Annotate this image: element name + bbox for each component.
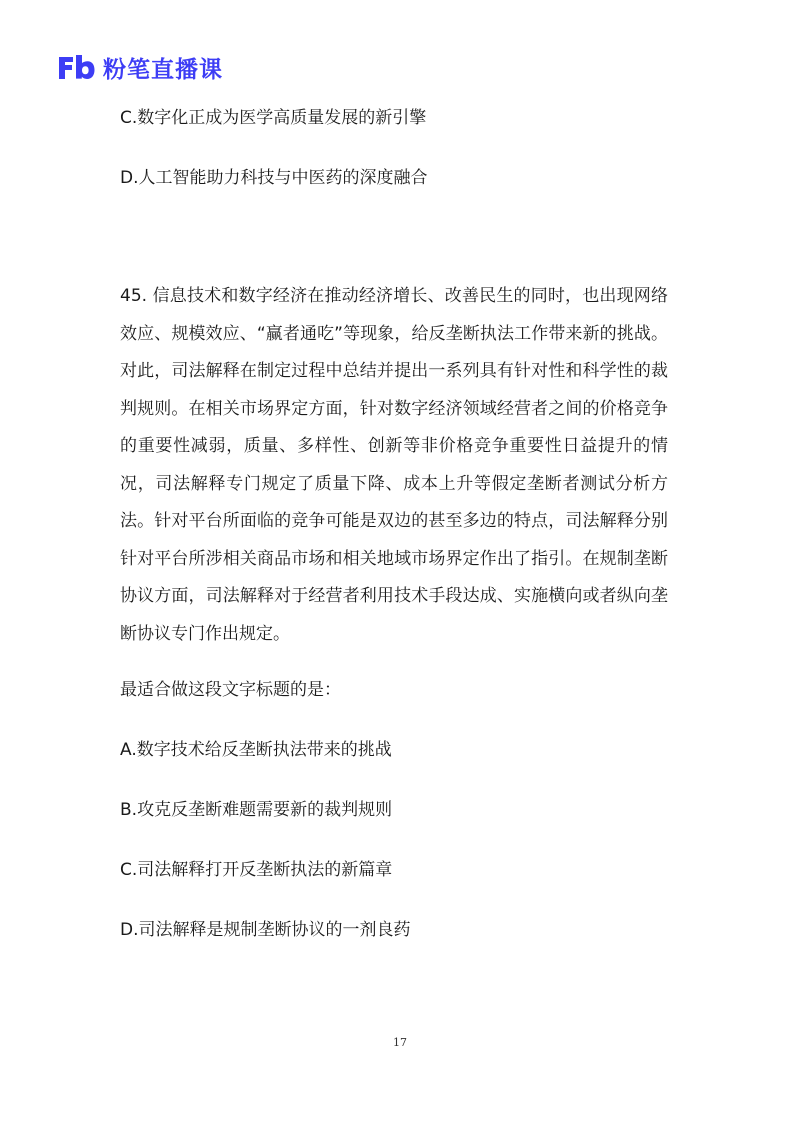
option-b: B.攻克反垄断难题需要新的裁判规则 <box>120 800 393 820</box>
brand-name: 粉笔直播课 <box>103 56 223 83</box>
question-prompt: 最适合做这段文字标题的是： <box>120 680 341 700</box>
question-stem: 45. 信息技术和数字经济在推动经济增长、改善民生的同时，也出现网络效应、规模效应、“赢者通吃”等现象，给反垄断执法工作带来新的挑战。对此，司法解释在制定过程中总结并提出一系列具有针对性和科学性的裁判规则。在相关市场界定方面，针对数字经济领域经营者之间的价格竞争的重要性减弱，质量、多样性、创新等非价格竞争重要性日益提升的情况，司法解释专门规定了质量下降、成本上升等假定垄断者测试分析方法。针对平台所面临的竞争可能是双边的甚至多边的特点，司法解释分别针对平台所涉相关商品市场和相关地域市场界定作出了指引。在规制垄断协议方面，司法解释对于经营者利用技术手段达成、实施横向或者纵向垄断协议专门作出规定。 <box>120 286 668 644</box>
option-c: C.司法解释打开反垄断执法的新篇章 <box>120 860 393 880</box>
prev-option-d: D.人工智能助力科技与中医药的深度融合 <box>120 168 428 188</box>
option-a: A.数字技术给反垄断执法带来的挑战 <box>120 740 392 760</box>
page-number: 17 <box>393 1036 407 1049</box>
option-d: D.司法解释是规制垄断协议的一剂良药 <box>120 920 411 940</box>
prev-option-c: C.数字化正成为医学高质量发展的新引擎 <box>120 108 427 128</box>
brand-header <box>57 50 223 84</box>
fenbi-logo-icon <box>57 53 95 81</box>
page-content <box>120 100 680 948</box>
